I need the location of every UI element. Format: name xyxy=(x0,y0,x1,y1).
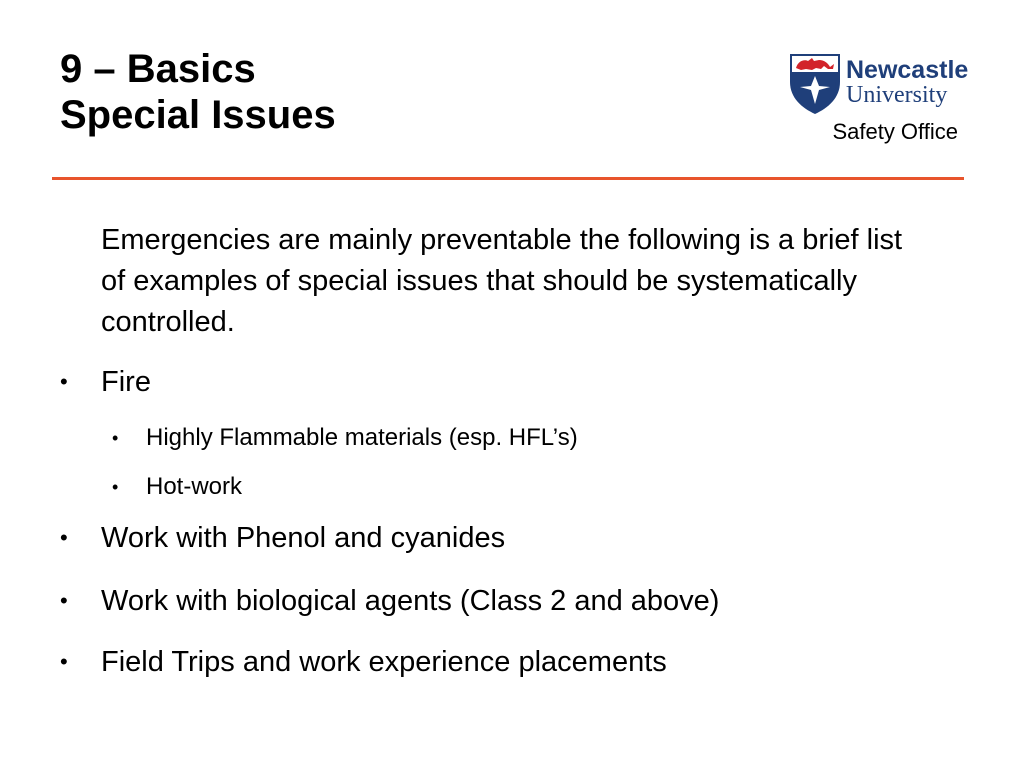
sub-bullet-text: Highly Flammable materials (esp. HFL’s) xyxy=(146,424,578,451)
bullet-dot-icon: • xyxy=(60,588,68,613)
sub-bullet-dot-icon: • xyxy=(112,477,119,497)
intro-paragraph: Emergencies are mainly preventable the following is a brief list of examples of special issues that should be systematically controlled. xyxy=(101,224,903,338)
bullet-dot-icon: • xyxy=(60,525,68,550)
bullet-text: Work with Phenol and cyanides xyxy=(101,522,506,554)
sub-bullet-dot-icon: • xyxy=(112,428,119,448)
logo-name-line-2: University xyxy=(846,82,948,108)
newcastle-university-logo xyxy=(788,52,970,116)
title-line-1: 9 – Basics xyxy=(60,47,256,91)
sub-bullet-text: Hot-work xyxy=(146,473,243,500)
title-line-2: Special Issues xyxy=(60,93,336,137)
bullet-text: Work with biological agents (Class 2 and above) xyxy=(101,585,720,617)
bullet-dot-icon: • xyxy=(60,649,68,674)
header-divider xyxy=(52,177,964,180)
university-crest-icon xyxy=(790,54,840,114)
bullet-text: Fire xyxy=(101,366,151,398)
slide-title xyxy=(60,46,336,138)
department-label: Safety Office xyxy=(832,119,958,144)
bullet-text: Field Trips and work experience placements xyxy=(101,646,667,678)
logo-name-line-1: Newcastle xyxy=(846,56,969,84)
bullet-dot-icon: • xyxy=(60,369,68,394)
